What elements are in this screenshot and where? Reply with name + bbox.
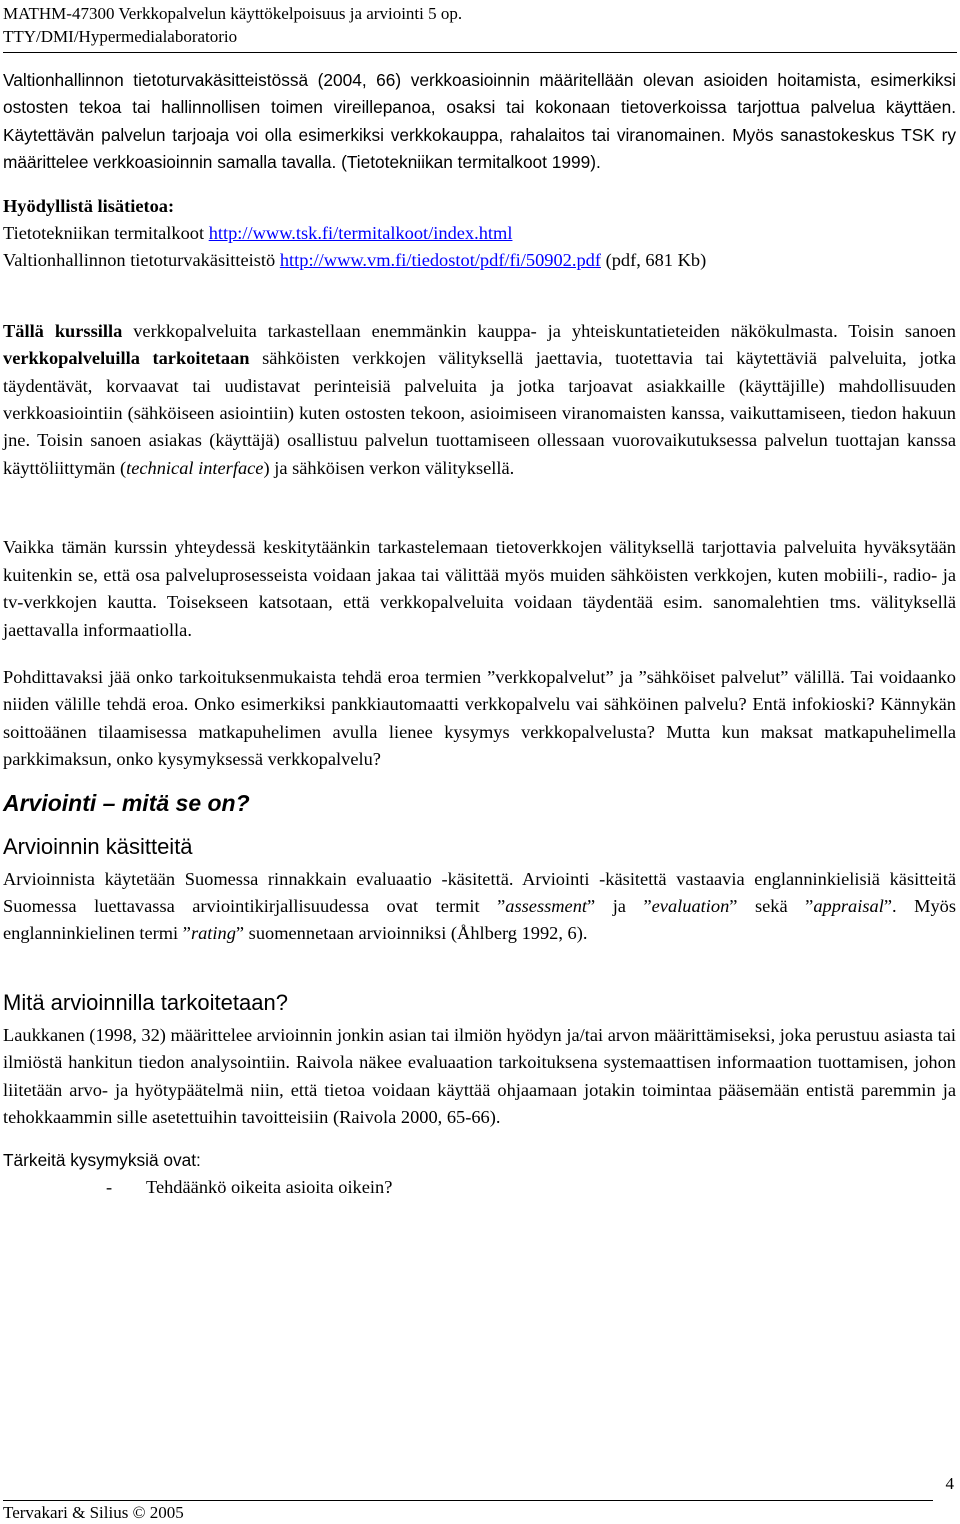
technical-interface-term: technical interface xyxy=(126,457,264,478)
network-scope-paragraph: Vaikka tämän kurssin yhteydessä keskitytäänkin tarkastelemaan tietoverkkojen välityksellä tarjottavia palveluita hyväksytään kuitenkin se, että osa palveluprosesseista voidaan jakaa tai välittää myös muiden sähköisten verkkojen, kuten mobiili-, radio- ja tv-verkkojen kautta. Toisekseen katsotaan, että verkkopalveluita voidaan täydentää esim. sanomalehtien tms. välityksellä jaettavalla informaatiolla. xyxy=(3,537,956,640)
footer-rule xyxy=(3,1500,933,1501)
page-number: 4 xyxy=(945,1474,954,1493)
questions-label: Tärkeitä kysymyksiä ovat: xyxy=(3,1150,201,1171)
course-text-2: sähköisten verkkojen välityksellä jaettavia, tuotettavia tai käytettäviä palveluita, jotka täydentävät, korvaavat tai uudistavat perinteisiä palveluita ja jotka tarjoavat asiakkaille (käyttäjille) mahdollisuuden verkkoasiointiin (sähköiseen asiointiin) kuten ostosten tekoon, asioimiseen viranomaisten kanssa, vaikuttamiseen, tiedon hakuun jne. Toisin sanoen asiakas (käyttäjä) osallistuu palvelun tuottamiseen ollessaan vuorovaikutuksessa palvelun tuottajan kanssa käyttöliittymän ( xyxy=(3,348,956,478)
useful-info-item-2-suffix: (pdf, 681 Kb) xyxy=(600,250,707,271)
question-bullet: - xyxy=(106,1177,113,1198)
subheading-kasitteita: Arvioinnin käsitteitä xyxy=(3,833,193,859)
useful-info-item-2 xyxy=(3,247,956,274)
useful-info-item-1 xyxy=(3,220,956,247)
useful-info-item-2-label: Valtionhallinnon tietoturvakäsitteistö xyxy=(3,250,280,271)
purpose-paragraph: Laukkanen (1998, 32) määrittelee arvioinnin jonkin asian tai ilmiön hyödyn ja/tai arvon määrittämiseksi, joka perustuu asiasta tai ilmiöstä hankitun tiedon analysointiin. Raivola näkee evaluaation tarkoituksena systemaattisen informaation tuottamisen, johon liitetään arvo- ja hyötypäätelmä niin, että tietoa voidaan käyttää ohjaamaan jotakin toimintaa pääsemään entistä paremmin ja tehokkaammin sille asetettuihin tavoitteisiin (Raivola 2000, 65-66). xyxy=(3,1024,956,1127)
term-appraisal: appraisal xyxy=(813,895,884,916)
header-rule xyxy=(3,52,957,53)
concepts-text-1: Arvioinnista käytetään Suomessa rinnakkain evaluaatio -käsitettä. Arviointi -käsitettä vastaavia englanninkielisiä käsitteitä Suomessa luettavassa arviointikirjallisuudessa ovat termit ” xyxy=(3,868,956,916)
course-emphasis: Tällä kurssilla xyxy=(3,320,123,341)
subheading-tarkoitetaan: Mitä arvioinnilla tarkoitetaan? xyxy=(3,989,288,1015)
course-definition-paragraph xyxy=(3,318,956,482)
term-evaluation: evaluation xyxy=(651,895,730,916)
useful-info-item-1-label: Tietotekniikan termitalkoot xyxy=(3,223,209,244)
term-rating: rating xyxy=(190,923,236,944)
verkkopalvelu-emphasis: verkkopalveluilla tarkoitetaan xyxy=(3,348,250,369)
header-course-title: MATHM-47300 Verkkopalvelun käyttökelpoisuus ja arviointi 5 op. xyxy=(3,4,463,23)
question-text: Tehdäänkö oikeita asioita oikein? xyxy=(146,1177,393,1198)
term-assessment: assessment xyxy=(505,895,588,916)
concepts-text-4: ”. Myös englanninkielinen termi ” xyxy=(3,895,956,944)
document-body xyxy=(3,67,956,1202)
concepts-text-5: ” suomennetaan arvioinniksi (Åhlberg 1992, 6). xyxy=(235,923,588,944)
header-organization: TTY/DMI/Hypermedialaboratorio xyxy=(3,27,238,46)
concepts-paragraph xyxy=(3,866,956,948)
question-item xyxy=(3,1174,956,1201)
concepts-text-2: ” ja ” xyxy=(587,895,652,916)
intro-paragraph: Valtionhallinnon tietoturvakäsitteistössä (2004, 66) verkkoasioinnin määritellään olevan asioiden hoitamista, esimerkiksi ostosten tekoa tai hallinnollisen toimen vireillepanoa, osaksi tai kokonaan tietoverkoissa tarjottua palvelua käyttäen. Käytettävän palvelun tarjoaja voi olla esimerkiksi verkkokauppa, rahalaitos tai viranomainen. Myös sanastokeskus TSK ry määrittelee verkkoasioinnin samalla tavalla. (Tietotekniikan termitalkoot 1999). xyxy=(3,70,956,173)
useful-info-heading-text: Hyödyllistä lisätietoa: xyxy=(3,195,175,216)
concepts-text-3: ” sekä ” xyxy=(729,895,814,916)
reflection-paragraph: Pohdittavaksi jää onko tarkoituksenmukaista tehdä eroa termien ”verkkopalvelut” ja ”sähköiset palvelut” välillä. Tai voidaanko niiden välille tehdä eroa. Onko esimerkiksi pankkiautomaatti verkkopalvelu vai sähköinen palvelu? Entä infokioski? Kännykän soittoäänen tilaamisessa matkapuhelimen avulla lienee kysymys verkkopalvelusta? Mutta kun maksat matkapuhelimella parkkimaksun, onko kysymyksessä verkkopalvelu? xyxy=(3,666,956,770)
course-text-1: verkkopalveluita tarkastellaan enemmänkin kauppa- ja yhteiskuntatieteiden näkökulmasta. Toisin sanoen xyxy=(122,320,957,341)
useful-info-heading xyxy=(3,193,956,220)
footer-credit: Tervakari & Silius © 2005 xyxy=(3,1503,184,1522)
tietoturvakasitteisto-link[interactable]: http://www.vm.fi/tiedostot/pdf/fi/50902.pdf xyxy=(279,250,601,271)
course-text-3: ) ja sähköisen verkon välityksellä. xyxy=(263,457,515,478)
section-heading-arviointi: Arviointi – mitä se on? xyxy=(3,789,250,816)
running-header xyxy=(3,2,953,48)
useful-info-block xyxy=(3,193,956,275)
termitalkoot-link[interactable]: http://www.tsk.fi/termitalkoot/index.html xyxy=(208,223,513,244)
